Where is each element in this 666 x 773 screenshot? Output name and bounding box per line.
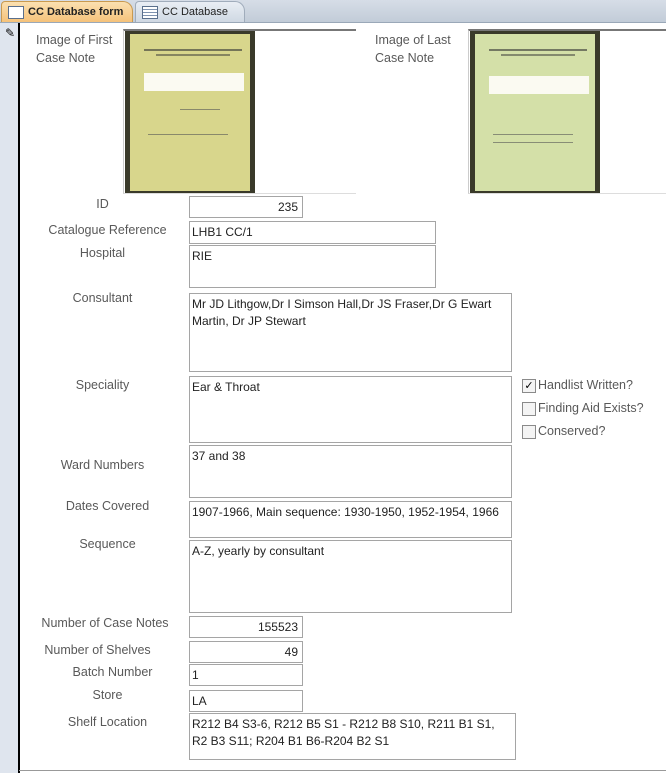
store-field[interactable]: LA (189, 690, 303, 712)
form-icon (8, 6, 24, 19)
first-case-note-image (123, 29, 356, 194)
speciality-label: Speciality (75, 378, 130, 392)
sequence-field[interactable]: A-Z, yearly by consultant (189, 540, 512, 613)
speciality-field[interactable]: Ear & Throat (189, 376, 512, 443)
number-of-shelves-label: Number of Shelves (44, 643, 151, 657)
id-label: ID (96, 197, 109, 211)
handlist-written-label: Handlist Written? (538, 378, 633, 392)
number-of-case-notes-field[interactable]: 155523 (189, 616, 303, 638)
tab-cc-database-form[interactable] (1, 1, 133, 22)
form-bottom-divider (19, 770, 666, 771)
catalogue-reference-field[interactable]: LHB1 CC/1 (189, 221, 436, 244)
conserved-label: Conserved? (538, 424, 606, 438)
handlist-written-checkbox[interactable]: ✓ (522, 379, 536, 393)
tab-cc-database[interactable] (135, 1, 245, 22)
store-label: Store (92, 688, 123, 702)
consultant-field[interactable]: Mr JD Lithgow,Dr I Simson Hall,Dr JS Fraser,Dr G Ewart Martin, Dr JP Stewart (189, 293, 512, 372)
finding-aid-exists-checkbox[interactable] (522, 402, 536, 416)
number-of-case-notes-label: Number of Case Notes (41, 616, 169, 630)
conserved-checkbox[interactable] (522, 425, 536, 439)
pencil-edit-icon: ✎ (5, 26, 16, 40)
sequence-label: Sequence (79, 537, 136, 551)
document-tab-bar (0, 0, 666, 23)
tab-label: CC Database form (28, 6, 124, 18)
hospital-label: Hospital (79, 246, 126, 260)
id-field[interactable]: 235 (189, 196, 303, 218)
batch-number-field[interactable]: 1 (189, 664, 303, 686)
record-selector[interactable] (0, 23, 20, 773)
dates-covered-field[interactable]: 1907-1966, Main sequence: 1930-1950, 1952-1954, 1966 (189, 501, 512, 538)
consultant-label: Consultant (72, 291, 133, 305)
batch-number-label: Batch Number (72, 665, 153, 679)
catalogue-reference-label: Catalogue Reference (48, 223, 167, 237)
last-case-note-image (468, 29, 666, 194)
finding-aid-exists-label: Finding Aid Exists? (538, 401, 644, 415)
shelf-location-field[interactable]: R212 B4 S3-6, R212 B5 S1 - R212 B8 S10, R211 B1 S1, R2 B3 S11; R204 B1 B6-R204 B2 S1 (189, 713, 516, 760)
ward-numbers-field[interactable]: 37 and 38 (189, 445, 512, 498)
dates-covered-label: Dates Covered (65, 499, 150, 513)
tab-label: CC Database (162, 6, 229, 18)
ward-numbers-label: Ward Numbers (60, 458, 145, 472)
shelf-location-label: Shelf Location (67, 715, 148, 729)
number-of-shelves-field[interactable]: 49 (189, 641, 303, 663)
last-image-label: Image of Last Case Note (375, 33, 451, 65)
table-icon (142, 6, 158, 19)
first-image-label: Image of First Case Note (36, 33, 113, 65)
hospital-field[interactable]: RIE (189, 245, 436, 288)
